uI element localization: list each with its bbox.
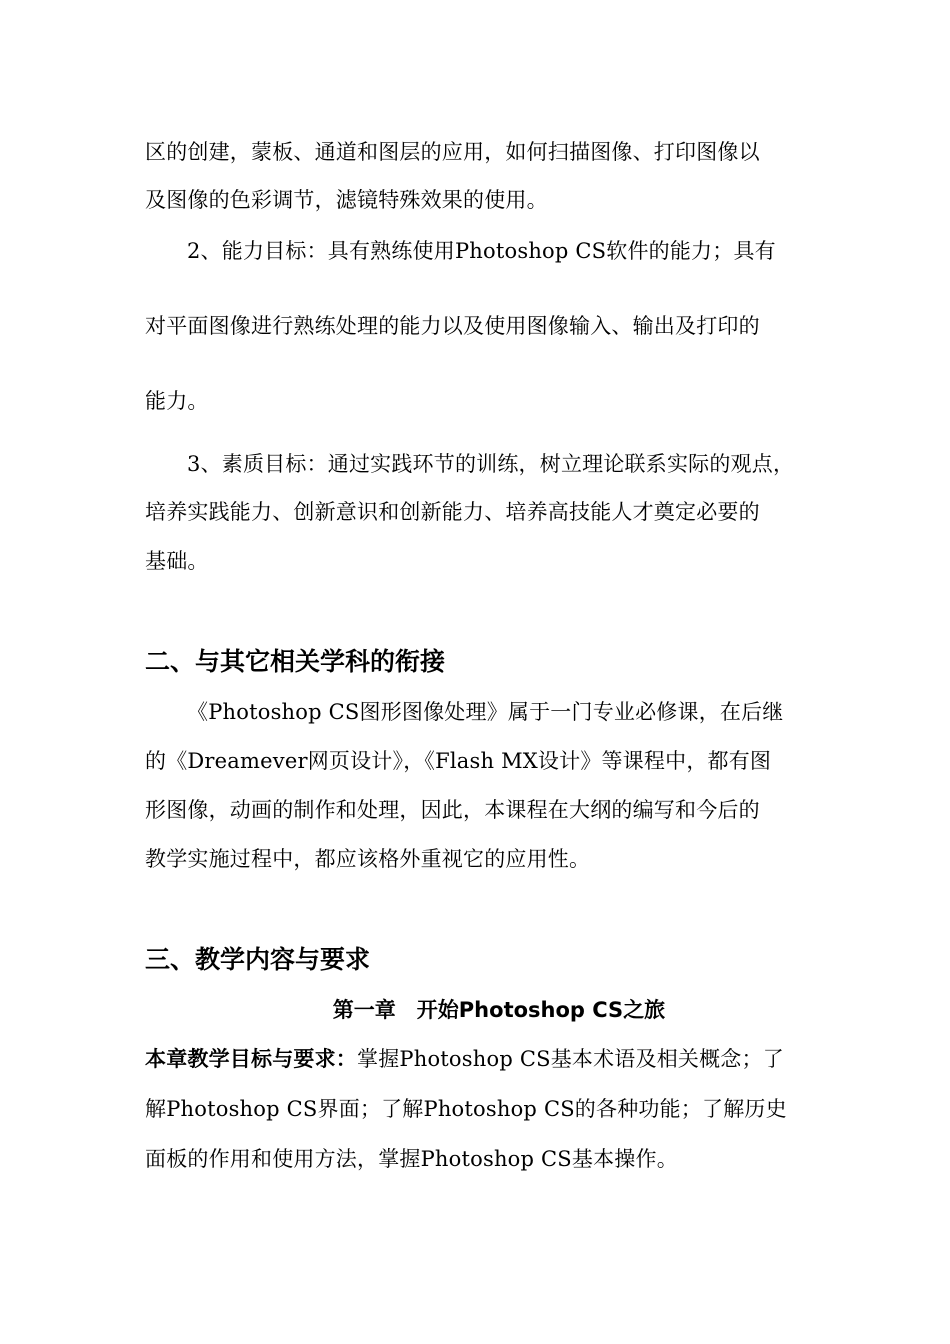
paragraph-line: 《Photoshop CS图形图像处理》属于一门专业必修课，在后继 xyxy=(187,700,784,724)
ability-goal-line: 能力。 xyxy=(145,389,209,413)
chapter-goals-line xyxy=(145,1044,784,1074)
section-heading-related-subjects: 二、与其它相关学科的衔接 xyxy=(145,647,446,676)
quality-goal-line: 基础。 xyxy=(145,549,209,573)
chapter-goals-text: 掌握Photoshop CS基本术语及相关概念；了 xyxy=(357,1047,784,1071)
section-heading-teaching-content: 三、教学内容与要求 xyxy=(145,945,371,974)
ability-goal-line: 对平面图像进行熟练处理的能力以及使用图像输入、输出及打印的 xyxy=(145,314,760,338)
chapter-goals-line: 面板的作用和使用方法，掌握Photoshop CS基本操作。 xyxy=(145,1147,678,1171)
paragraph-line: 教学实施过程中，都应该格外重视它的应用性。 xyxy=(145,847,591,871)
paragraph-line: 形图像，动画的制作和处理，因此，本课程在大纲的编写和今后的 xyxy=(145,798,760,822)
ability-goal-line: 2、能力目标：具有熟练使用Photoshop CS软件的能力；具有 xyxy=(187,239,776,263)
paragraph-line: 的《Dreamever网页设计》，《Flash MX设计》等课程中，都有图 xyxy=(145,749,772,773)
quality-goal-line: 培养实践能力、创新意识和创新能力、培养高技能人才奠定必要的 xyxy=(145,500,760,524)
chapter-goals-line: 解Photoshop CS界面；了解Photoshop CS的各种功能；了解历史 xyxy=(145,1097,787,1121)
paragraph-line: 区的创建，蒙板、通道和图层的应用，如何扫描图像、打印图像以 xyxy=(145,140,760,164)
chapter-title: 第一章 开始Photoshop CS之旅 xyxy=(332,998,666,1022)
chapter-goals-label: 本章教学目标与要求： xyxy=(145,1047,357,1071)
quality-goal-line: 3、素质目标：通过实践环节的训练，树立理论联系实际的观点， xyxy=(187,452,795,476)
paragraph-line: 及图像的色彩调节，滤镜特殊效果的使用。 xyxy=(145,188,548,212)
